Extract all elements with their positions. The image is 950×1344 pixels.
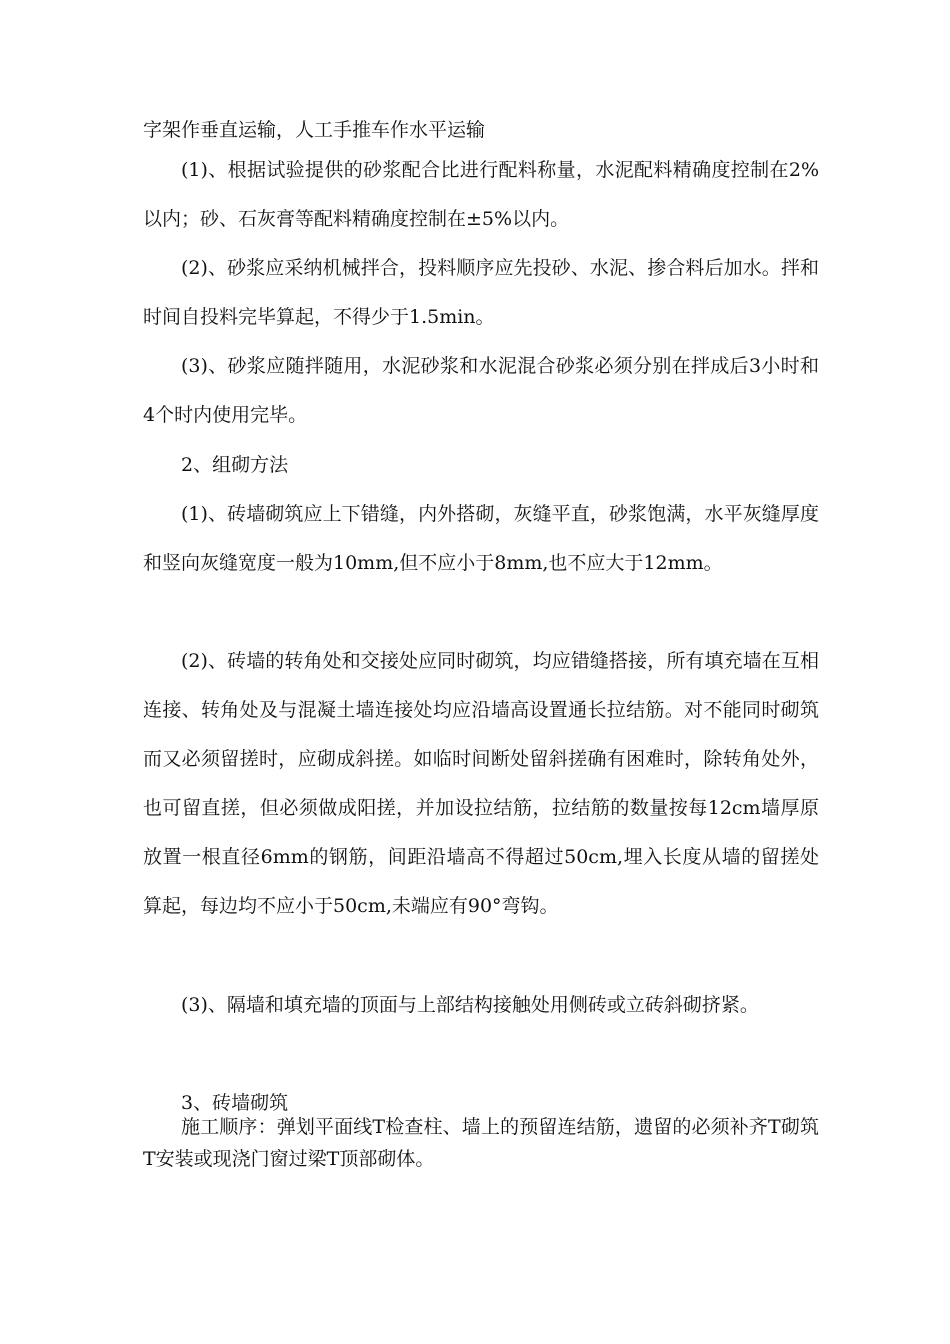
paragraph-mortar-usage: (3)、砂浆应随拌随用，水泥砂浆和水泥混合砂浆必须分别在拌成后3小时和4个时内使用完毕。 (143, 355, 819, 426)
paragraph-construction-sequence: 施工顺序：弹划平面线T检查柱、墙上的预留连结筋，遗留的必须补齐T砌筑T安装或现浇门窗过梁T顶部砌体。 (143, 1116, 819, 1170)
heading-bonding-method: 2、组砌方法 (181, 454, 289, 476)
paragraph-transport: 字架作垂直运输，人工手推车作水平运输 (143, 119, 486, 141)
paragraph-corners-tie-bars: (2)、砖墙的转角处和交接处应同时砌筑，均应错缝搭接，所有填充墙在互相连接、转角处及与混凝土墙连接处均应沿墙高设置通长拉结筋。对不能同时砌筑而又必须留搓时，应砌成斜搓。如临时间断处留斜搓确有困难时，除转角处外，也可留直搓，但必须做成阳搓，并加设拉结筋，拉结筋的数量按每12cm墙厚原放置一根直径6mm的钢筋，间距沿墙高不得超过50cm,埋入长度从墙的留搓处算起，每边均不应小于50cm,未端应有90°弯钩。 (143, 650, 819, 917)
paragraph-partition-top: (3)、隔墙和填充墙的顶面与上部结构接触处用侧砖或立砖斜砌挤紧。 (181, 994, 759, 1016)
heading-brick-wall-masonry: 3、砖墙砌筑 (181, 1092, 289, 1114)
paragraph-mortar-mix-ratio: (1)、根据试验提供的砂浆配合比进行配料称量，水泥配料精确度控制在2%以内；砂、石灰膏等配料精确度控制在±5%以内。 (143, 159, 819, 230)
paragraph-mortar-mixing: (2)、砂浆应采纳机械拌合，投料顺序应先投砂、水泥、掺合料后加水。拌和时间自投料完毕算起，不得少于1.5min。 (143, 257, 819, 328)
paragraph-brick-joints: (1)、砖墙砌筑应上下错缝，内外搭砌，灰缝平直，砂浆饱满，水平灰缝厚度和竖向灰缝宽度一般为10mm,但不应小于8mm,也不应大于12mm。 (143, 503, 819, 574)
